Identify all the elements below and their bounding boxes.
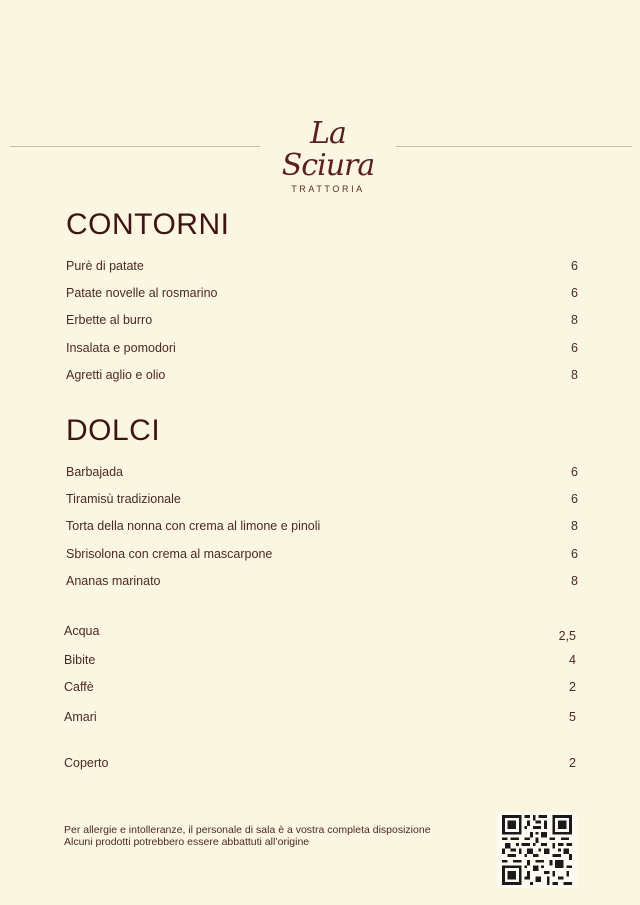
item-price: 4 [569,653,576,667]
item-price: 6 [571,286,578,300]
item-price: 2,5 [558,629,576,643]
qr-code-icon [502,815,572,885]
item-name: Sbrisolona con crema al mascarpone [66,547,273,561]
item-name: Caffè [64,680,94,694]
item-price: 6 [571,259,578,273]
item-price: 6 [571,492,578,506]
item-price: 6 [571,465,578,479]
menu-item [66,286,578,300]
item-name: Agretti aglio e olio [66,368,166,382]
item-price: 8 [571,368,578,382]
menu-item [66,259,578,273]
menu-item [66,547,578,561]
item-name: Amari [64,710,97,724]
item-price: 6 [571,547,578,561]
item-price: 2 [569,680,576,694]
menu-item [66,465,578,479]
item-price: 8 [571,313,578,327]
menu-item [66,574,578,588]
extra-item-bibite [64,653,576,667]
allergy-note-line2: Alcuni prodotti potrebbero essere abbattuti all’origine [64,836,310,848]
item-name: Acqua [64,624,100,638]
section-title-contorni: CONTORNI [66,208,230,241]
item-price: 5 [569,710,576,724]
item-name: Erbette al burro [66,313,153,327]
item-price: 8 [571,519,578,533]
logo-script: La Sciura [281,116,375,183]
logo [262,118,394,194]
allergy-note-line1: Per allergie e intolleranze, il personale di sala è a vostra completa disposizione [64,824,431,836]
item-name: Barbajada [66,465,123,479]
item-price: 8 [571,574,578,588]
item-name: Bibite [64,653,96,667]
header-rule-right [396,146,632,147]
item-name: Torta della nonna con crema al limone e pinoli [66,519,321,533]
qr-code[interactable] [497,812,577,888]
extra-item-amari [64,710,576,724]
extra-item-coperto [64,756,576,770]
menu-item [66,492,578,506]
item-price: 2 [569,756,576,770]
extra-item-caffe [64,680,576,694]
logo-subtitle: TRATTORIA [291,184,365,194]
item-name: Ananas marinato [66,574,161,588]
menu-item [66,313,578,327]
menu-item [66,368,578,382]
item-name: Patate novelle al rosmarino [66,286,218,300]
header-rule-left [10,146,260,147]
menu-item [66,341,578,355]
section-title-dolci: DOLCI [66,414,161,447]
extra-item-acqua [64,624,576,643]
allergy-note [64,824,431,848]
item-name: Purè di patate [66,259,144,273]
item-name: Insalata e pomodori [66,341,176,355]
item-price: 6 [571,341,578,355]
item-name: Tiramisù tradizionale [66,492,181,506]
item-name: Coperto [64,756,109,770]
menu-item [66,519,578,533]
